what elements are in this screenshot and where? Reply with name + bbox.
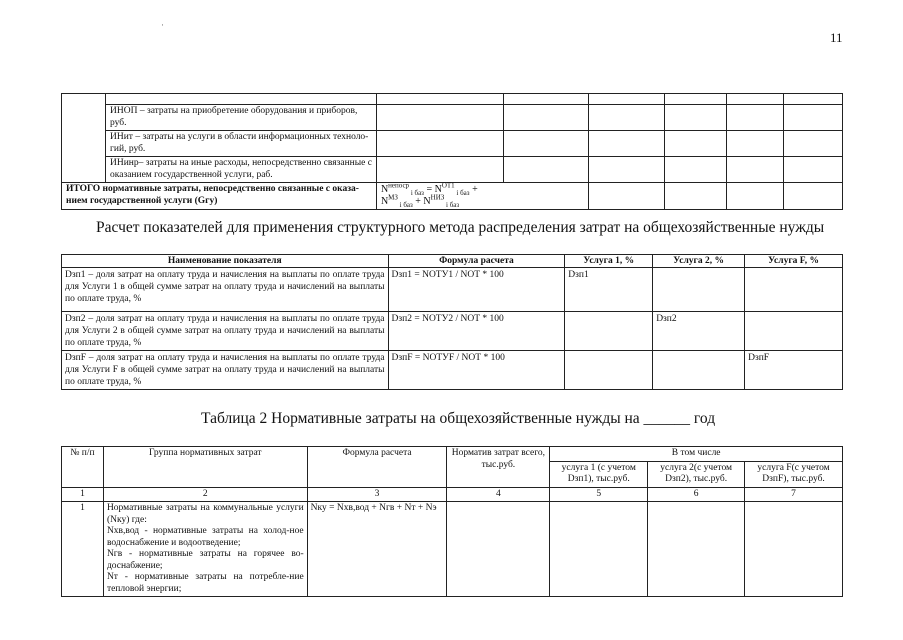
page-number: 11 <box>830 30 843 45</box>
column-header: Услуга 2, % <box>653 255 745 268</box>
column-number: 4 <box>447 487 550 502</box>
indicator-formula: DзпF = NОТУF / NОТ * 100 <box>388 351 565 390</box>
indicator-name: DзпF – доля затрат на оплату труда и начисления на выплаты по оплате труда для Услуги F в общей сумме затрат на оплату труда и начислений на выплаты по оплате труда, % <box>62 351 389 390</box>
column-header: Услуга F, % <box>745 255 843 268</box>
table-row <box>62 157 843 183</box>
column-header: Норматив затрат всего, тыс.руб. <box>447 447 550 488</box>
table-title: Таблица 2 Нормативные затраты на общехозяйственные нужды на ______ год <box>201 410 716 427</box>
column-number-row <box>62 487 843 502</box>
overhead-costs-table <box>61 446 843 597</box>
service2-cell: Dзп2 <box>653 312 745 351</box>
serviceF-cell <box>745 312 843 351</box>
cost-table-continued <box>61 93 843 210</box>
indicator-formula: Dзп2 = NОТУ2 / NОТ * 100 <box>388 312 565 351</box>
table-row <box>62 312 843 351</box>
total-formula: $N^{непоср}$ $_{i баз} = N^{ОТ1}$ $_{i баз}$ + $N^{МЗ}$ $_{i баз} + N^{НИЗ}$ $_{i баз}$ <box>376 183 588 210</box>
service2-cell <box>653 268 745 312</box>
cost-item-label: ИНит – затраты на услуги в области информационных техноло-гий, руб. <box>106 131 377 157</box>
column-number: 1 <box>62 487 104 502</box>
table-row <box>62 351 843 390</box>
cost-group-line: Nгв - нормативные затраты на горячее во-доснабжение; <box>106 549 304 571</box>
column-header: услуга F(с учетом DзпF), тыс.руб. <box>745 461 843 487</box>
cost-group-line: Nхв,вод - нормативные затраты на холод-ное водоснабжение и водоотведение; <box>106 526 304 548</box>
structural-method-table <box>61 254 843 390</box>
table-row <box>62 268 843 312</box>
column-header: услуга 1 (с учетом Dзп1), тыс.руб. <box>550 461 648 487</box>
column-header: В том числе <box>550 447 843 462</box>
cost-group-line: Nт - нормативные затраты на потребле-ние тепловой энергии; <box>106 572 304 594</box>
table-row <box>62 94 843 105</box>
column-header: № п/п <box>62 447 104 488</box>
cost-item-label: ИНОП – затраты на приобретение оборудования и приборов, руб. <box>106 105 377 131</box>
table-header-row <box>62 255 843 268</box>
column-number: 6 <box>648 487 745 502</box>
indicator-name: Dзп1 – доля затрат на оплату труда и начисления на выплаты по оплате труда для Услуги 1 в общей сумме затрат на оплату труда и начислений на выплаты по оплате труда, % <box>62 268 389 312</box>
table-row <box>62 105 843 131</box>
cost-formula: Nку = Nхв,вод + Nгв + Nт + Nэ <box>307 502 447 597</box>
service1-cell <box>565 351 653 390</box>
column-header: Услуга 1, % <box>565 255 653 268</box>
column-number: 3 <box>307 487 447 502</box>
cost-item-label: ИНинр– затраты на иные расходы, непосредственно связанные с оказанием государственной услуги, раб. <box>106 157 377 183</box>
indicator-name: Dзп2 – доля затрат на оплату труда и начисления на выплаты по оплате труда для Услуги 2 в общей сумме затрат на оплату труда и начислений на выплаты по оплате труда, % <box>62 312 389 351</box>
indicator-formula: Dзп1 = NОТУ1 / NОТ * 100 <box>388 268 565 312</box>
column-number: 5 <box>550 487 648 502</box>
column-number: 2 <box>103 487 307 502</box>
service1-cell: Dзп1 <box>565 268 653 312</box>
scan-mark: · <box>161 20 164 30</box>
total-label: ИТОГО нормативные затраты, непосредственно связанные с оказа-нием государственной услуги (Gгу) <box>62 183 377 210</box>
service2-cell <box>653 351 745 390</box>
table-header-row <box>62 447 843 462</box>
column-header: Формула расчета <box>388 255 565 268</box>
column-number: 7 <box>745 487 843 502</box>
column-header: услуга 2(с учетом Dзп2), тыс.руб. <box>648 461 745 487</box>
table-row <box>62 502 843 597</box>
section-heading: Расчет показателей для применения структурного метода распределения затрат на общехозяйственные нужды <box>96 219 825 236</box>
service1-cell <box>565 312 653 351</box>
cost-group-line: Нормативные затраты на коммунальные услуги (Nку) где: <box>106 503 304 525</box>
column-header: Формула расчета <box>307 447 447 488</box>
column-header: Наименование показателя <box>62 255 389 268</box>
cost-group <box>103 502 307 597</box>
serviceF-cell <box>745 268 843 312</box>
row-number: 1 <box>62 502 104 597</box>
table-row-total <box>62 183 843 210</box>
table-row <box>62 131 843 157</box>
column-header: Группа нормативных затрат <box>103 447 307 488</box>
serviceF-cell: DзпF <box>745 351 843 390</box>
